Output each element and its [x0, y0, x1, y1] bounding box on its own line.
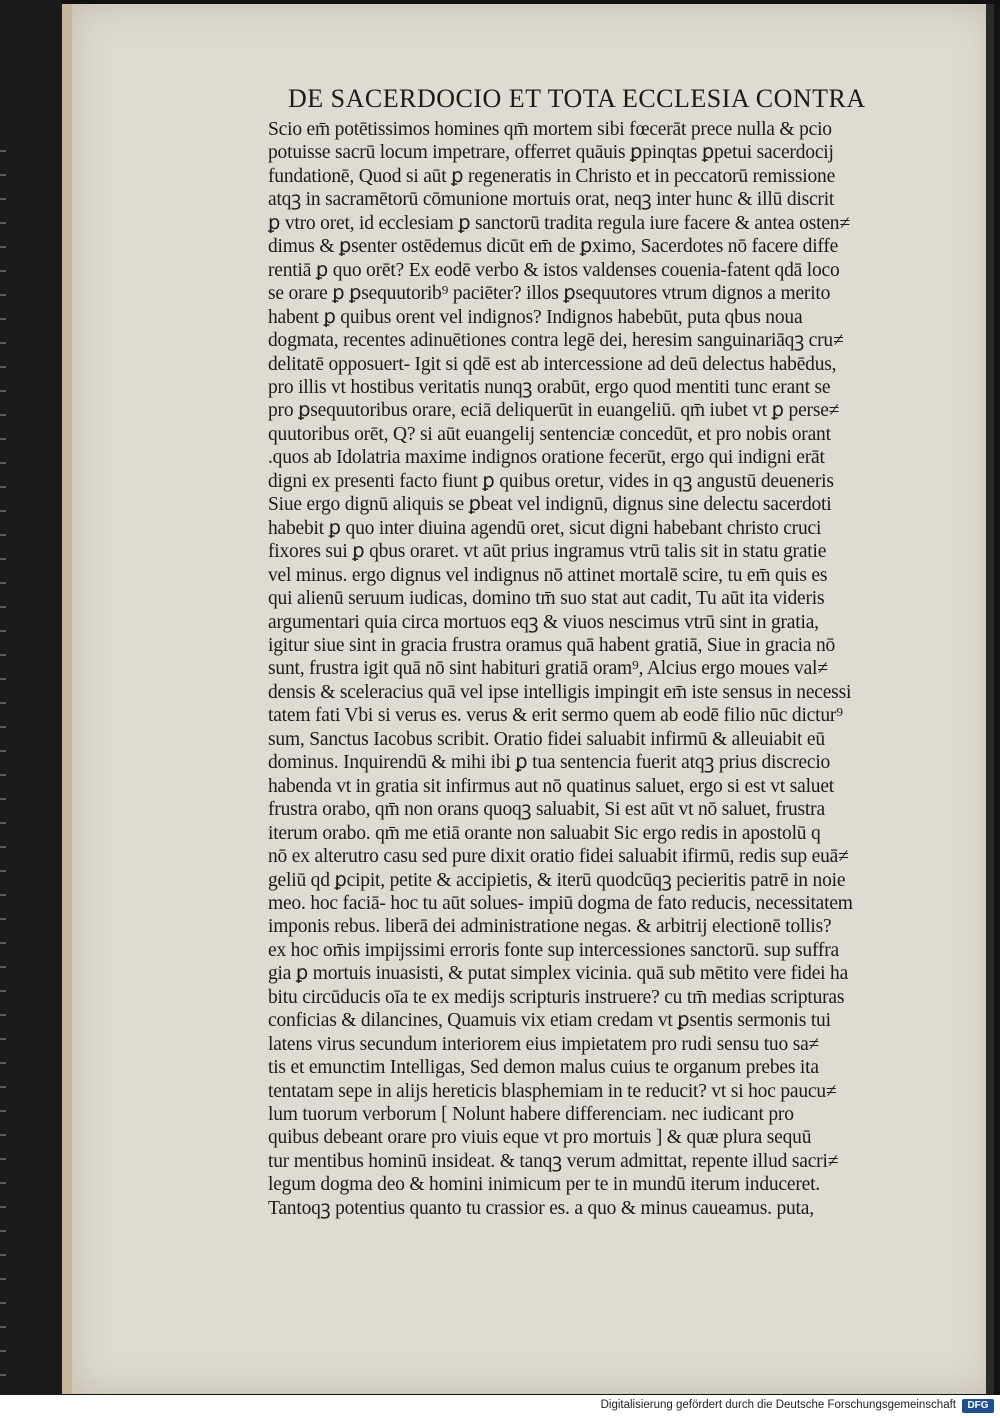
text-line: digni ex presenti facto fiunt ꝑ quibus oretur, vides in qꝫ angustū deueneris	[268, 470, 834, 492]
text-line: ꝑ vtro oret, id ecclesiam ꝑ sanctorū tradita regula iure facere & antea osten≠	[268, 212, 850, 234]
text-line: quutoribus orēt, Q? si aūt euangelij sentenciæ concedūt, et pro nobis orant	[268, 423, 831, 445]
scan-tick	[0, 990, 6, 992]
scan-tick	[0, 1302, 6, 1304]
scan-tick	[0, 1350, 6, 1352]
scan-tick	[0, 366, 6, 368]
scan-tick	[0, 1110, 6, 1112]
body-text	[268, 118, 888, 1220]
text-line: frustra orabo, qm̄ non orans quoqꝫ saluabit, Si est aūt vt nō saluet, frustra	[268, 799, 825, 821]
text-line: potuisse sacrū locum impetrare, offerret quāuis ꝑpinqtas ꝑpetui sacerdocij	[268, 142, 834, 164]
text-line: imponis rebus. liberā dei administratione negas. & arbitrij electionē tollis?	[268, 916, 832, 938]
scan-tick	[0, 246, 6, 248]
text-line: fundationē, Quod si aūt ꝑ regeneratis in Christo et in peccatorū remissione	[268, 165, 836, 187]
scan-tick	[0, 1278, 6, 1280]
text-line: pro illis vt hostibus veritatis nunqꝫ orabūt, ergo quod mentiti tunc erant se	[268, 376, 831, 398]
scan-tick	[0, 414, 6, 416]
scan-tick	[0, 294, 6, 296]
text-block	[268, 84, 888, 1220]
scan-tick	[0, 654, 6, 656]
scan-tick	[0, 750, 6, 752]
text-line: dominus. Inquirendū & mihi ibi ꝑ tua sentencia fuerit atqꝫ prius discrecio	[268, 752, 831, 774]
scan-tick	[0, 510, 6, 512]
running-heading: DE SACERDOCIO ET TOTA ECCLESIA CONTRA	[288, 84, 866, 113]
scan-tick	[0, 486, 6, 488]
scan-tick	[0, 462, 6, 464]
scanner-margin	[0, 0, 62, 1395]
scan-tick	[0, 822, 6, 824]
text-line: meo. hoc faciā- hoc tu aūt solues- impiū dogma de fato reducis, necessitatem	[268, 892, 853, 914]
text-line: latens virus secundum interiorem eius impietatem pro rudi sensu tuo sa≠	[268, 1033, 820, 1055]
text-line: vel minus. ergo dignus vel indignus nō attinet mortalē scire, tu em̄ quis es	[268, 564, 828, 586]
scan-tick	[0, 846, 6, 848]
scan-tick	[0, 1206, 6, 1208]
text-line: ex hoc om̄is impijssimi erroris fonte sup intercessiones sanctorū. sup suffra	[268, 939, 839, 961]
scan-tick	[0, 870, 6, 872]
scan-tick	[0, 942, 6, 944]
scan-tick	[0, 774, 6, 776]
text-line: fixores sui ꝑ qbus oraret. vt aūt prius ingramus vtrū talis sit in statu gratie	[268, 541, 827, 563]
text-line: tis et emunctim Intelligas, Sed demon malus cuius te organum prebes ita	[268, 1057, 819, 1079]
text-line: habebit ꝑ quo inter diuina agendū oret, sicut digni habebant christo cruci	[268, 517, 822, 539]
text-line: conficias & dilancines, Quamuis vix etiam credam vt ꝑsentis sermonis tui	[268, 1010, 831, 1032]
text-line: gia ꝑ mortuis inuasisti, & putat simplex vicinia. quā sub mētito vere fidei ha	[268, 963, 849, 985]
text-line: qui alienū seruum iudicas, domino tm̄ suo stat aut cadit, Tu aūt ita videris	[268, 588, 825, 610]
scan-tick	[0, 1062, 6, 1064]
scan-tick	[0, 222, 6, 224]
text-line: dimus & ꝑsenter ostēdemus dicūt em̄ de ꝑximo, Sacerdotes nō facere diffe	[268, 236, 839, 258]
page-edge	[986, 4, 994, 1394]
text-line: dogmata, recentes adinuētiones contra legē dei, heresim sanguinariāqꝫ cru≠	[268, 330, 844, 352]
scan-tick	[0, 270, 6, 272]
scan-tick	[0, 318, 6, 320]
text-line: quibus debeant orare pro viuis eque vt pro mortuis ] & quæ plura sequū	[268, 1127, 812, 1149]
text-line: argumentari quia circa mortuos eqꝫ & viuos nescimus vtrū sint in gratia,	[268, 611, 819, 633]
text-line: tur mentibus hominū insideat. & tanqꝫ verum admittat, repente illud sacri≠	[268, 1150, 839, 1172]
text-line: tentatam sepe in alijs hereticis blasphemiam in te reducit? vt si hoc paucu≠	[268, 1080, 837, 1102]
scan-tick	[0, 1038, 6, 1040]
scan-tick	[0, 150, 6, 152]
text-line: densis & sceleracius quā vel ipse intelligis impingit em̄ iste sensus in necessi	[268, 681, 852, 703]
dfg-logo: DFG	[962, 1399, 994, 1413]
text-line: .quos ab Idolatria maxime indignos oratione fecerūt, ergo qui indigni erāt	[268, 447, 825, 469]
text-line: se orare ꝑ ꝑsequutorib⁹ paciēter? illos ꝑsequutores vtrum dignos a merito	[268, 283, 831, 305]
scan-tick	[0, 1158, 6, 1160]
text-line: sum, Sanctus Iacobus scribit. Oratio fidei saluabit infirmū & alleuiabit eū	[268, 728, 825, 750]
scan-tick	[0, 1254, 6, 1256]
text-line: tatem fati Vbi si verus es. verus & erit sermo quem ab eodē filio nūc dictur⁹	[268, 705, 843, 727]
footer-bar	[0, 1395, 1000, 1418]
scan-tick	[0, 702, 6, 704]
scan-tick	[0, 966, 6, 968]
scan-tick	[0, 174, 6, 176]
text-line: habent ꝑ quibus orent vel indignos? Indignos habebūt, puta qbus noua	[268, 306, 803, 328]
scan-tick	[0, 1230, 6, 1232]
scan-tick	[0, 438, 6, 440]
text-line: rentiā ꝑ quo orēt? Ex eodē verbo & istos valdenses couenia-fatent qdā loco	[268, 259, 840, 281]
text-line: geliū qd ꝑcipit, petite & accipietis, & iterū quodcūqꝫ pecieritis patrē in noie	[268, 869, 846, 891]
scan-tick	[0, 1086, 6, 1088]
scan-tick	[0, 918, 6, 920]
text-line: Scio em̄ potētissimos homines qm̄ mortem sibi fœcerāt prece nulla & pcio	[268, 119, 832, 140]
scan-tick	[0, 630, 6, 632]
text-line: Tantoqꝫ potentius quanto tu crassior es. a quo & minus caueamus. puta,	[268, 1197, 814, 1219]
funding-credit: Digitalisierung gefördert durch die Deutsche Forschungsgemeinschaft	[600, 1399, 956, 1411]
text-line: habenda vt in gratia sit infirmus aut nō quatinus saluet, ergo si est vt saluet	[268, 775, 835, 797]
scan-tick	[0, 798, 6, 800]
scan-tick	[0, 678, 6, 680]
scan-tick	[0, 582, 6, 584]
scan-tick	[0, 342, 6, 344]
scan-tick	[0, 390, 6, 392]
scan-tick	[0, 1326, 6, 1328]
scan-tick	[0, 1374, 6, 1376]
scan-tick	[0, 606, 6, 608]
text-line: lum tuorum verborum [ Nolunt habere differenciam. nec iudicant pro	[268, 1104, 794, 1126]
text-line: nō ex alterutro casu sed pure dixit oratio fidei saluabit ifirmū, redis sup euā≠	[268, 846, 849, 868]
text-line: sunt, frustra igit quā nō sint habituri gratiā oram⁹, Alcius ergo moues val≠	[268, 658, 828, 680]
scan-tick	[0, 894, 6, 896]
scan-tick	[0, 1182, 6, 1184]
scan-tick	[0, 198, 6, 200]
text-line: igitur siue sint in gracia frustra oramus quā habent gratiā, Siue in gracia nō	[268, 634, 836, 656]
text-line: pro ꝑsequutoribus orare, eciā deliquerūt in euangeliū. qm̄ iubet vt ꝑ perse≠	[268, 400, 840, 422]
text-line: iterum orabo. qm̄ me etiā orante non saluabit Sic ergo redis in apostolū q	[268, 822, 821, 844]
scan-tick	[0, 1134, 6, 1136]
scan-tick	[0, 534, 6, 536]
text-line: delitatē opposuert- Igit si qdē est ab intercessione ad deū delectus habēdus,	[268, 353, 837, 375]
text-line: atqꝫ in sacramētorū cōmunione mortuis orat, neqꝫ inter hunc & illū discrit	[268, 189, 835, 211]
scan-tick	[0, 558, 6, 560]
text-line: bitu circūducis oīa te ex medijs scripturis instruere? cu tm̄ medias scripturas	[268, 986, 845, 1008]
text-line: Siue ergo dignū aliquis se ꝑbeat vel indignū, dignus sine delectu sacerdoti	[268, 494, 832, 516]
scan-tick	[0, 1014, 6, 1016]
text-line: legum dogma deo & homini inimicum per te in mundū iterum induceret.	[268, 1174, 820, 1196]
scan-tick	[0, 726, 6, 728]
